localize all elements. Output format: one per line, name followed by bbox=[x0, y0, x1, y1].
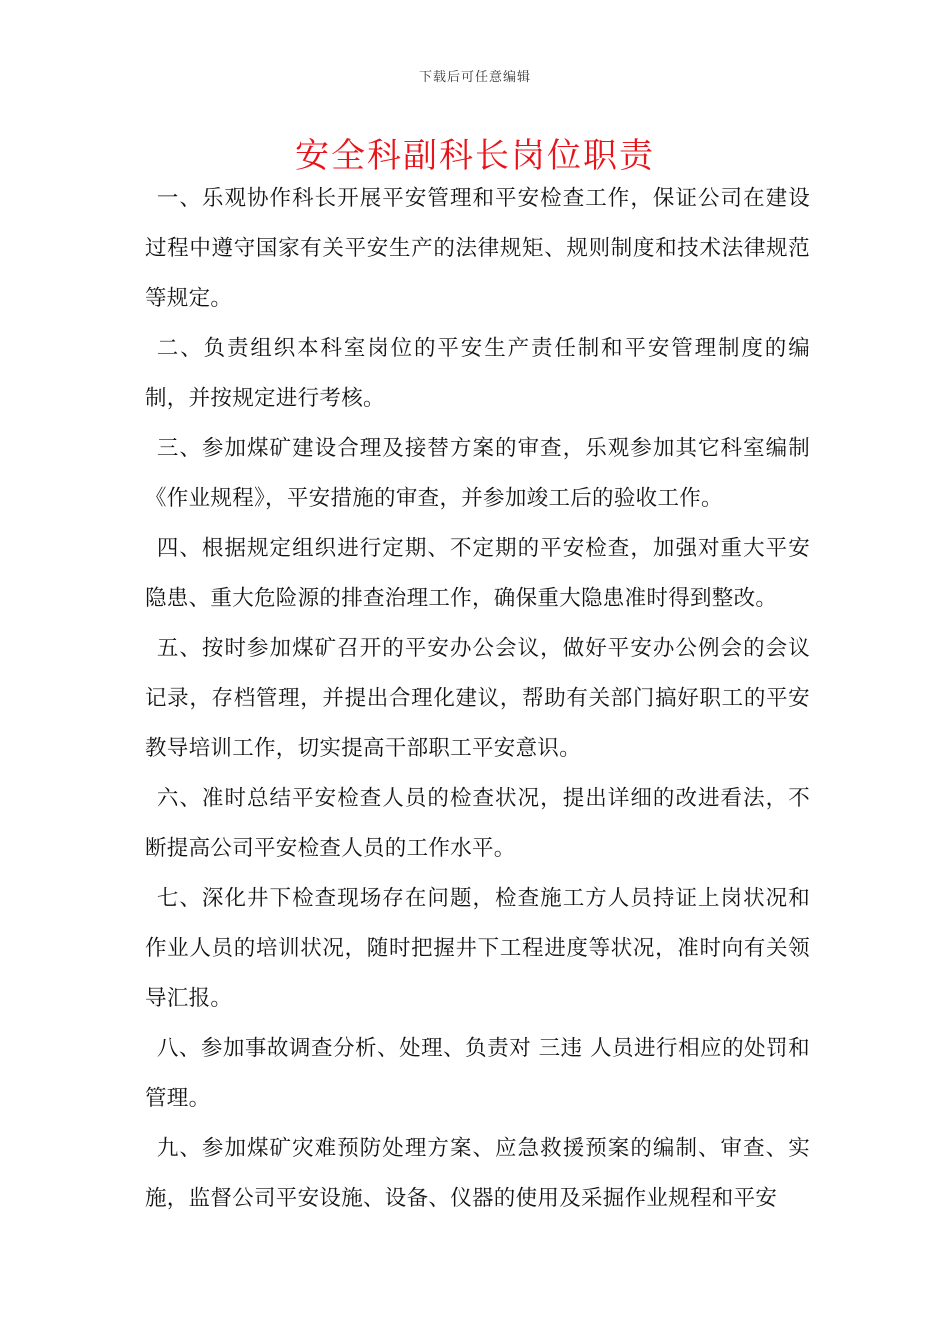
paragraph-5: 五、按时参加煤矿召开的平安办公会议，做好平安办公例会的会议记录，存档管理，并提出合理化建议，帮助有关部门搞好职工的平安教导培训工作，切实提高干部职工平安意识。 bbox=[145, 636, 810, 761]
paragraph-8: 八、参加事故调查分析、处理、负责对 三违 人员进行相应的处罚和管理。 bbox=[145, 1036, 810, 1111]
paragraph-4: 四、根据规定组织进行定期、不定期的平安检查，加强对重大平安隐患、重大危险源的排查治理工作，确保重大隐患准时得到整改。 bbox=[145, 536, 810, 611]
paragraph-2: 二、负责组织本科室岗位的平安生产责任制和平安管理制度的编制，并按规定进行考核。 bbox=[145, 336, 810, 411]
document-body bbox=[145, 174, 810, 1224]
document-title: 安全科副科长岗位职责 bbox=[295, 136, 655, 176]
paragraph-1: 一、乐观协作科长开展平安管理和平安检查工作，保证公司在建设过程中遵守国家有关平安生产的法律规矩、规则制度和技术法律规范等规定。 bbox=[145, 186, 810, 311]
header-note: 下载后可任意编辑 bbox=[418, 70, 531, 85]
paragraph-9: 九、参加煤矿灾难预防处理方案、应急救援预案的编制、审查、实施，监督公司平安设施、设备、仪器的使用及采掘作业规程和平安 bbox=[145, 1136, 810, 1211]
paragraph-6: 六、准时总结平安检查人员的检查状况，提出详细的改进看法，不断提高公司平安检查人员的工作水平。 bbox=[145, 786, 810, 861]
paragraph-3: 三、参加煤矿建设合理及接替方案的审查，乐观参加其它科室编制《作业规程》，平安措施的审查，并参加竣工后的验收工作。 bbox=[145, 436, 810, 511]
paragraph-7: 七、深化井下检查现场存在问题，检查施工方人员持证上岗状况和作业人员的培训状况，随时把握井下工程进度等状况，准时向有关领导汇报。 bbox=[145, 886, 810, 1011]
